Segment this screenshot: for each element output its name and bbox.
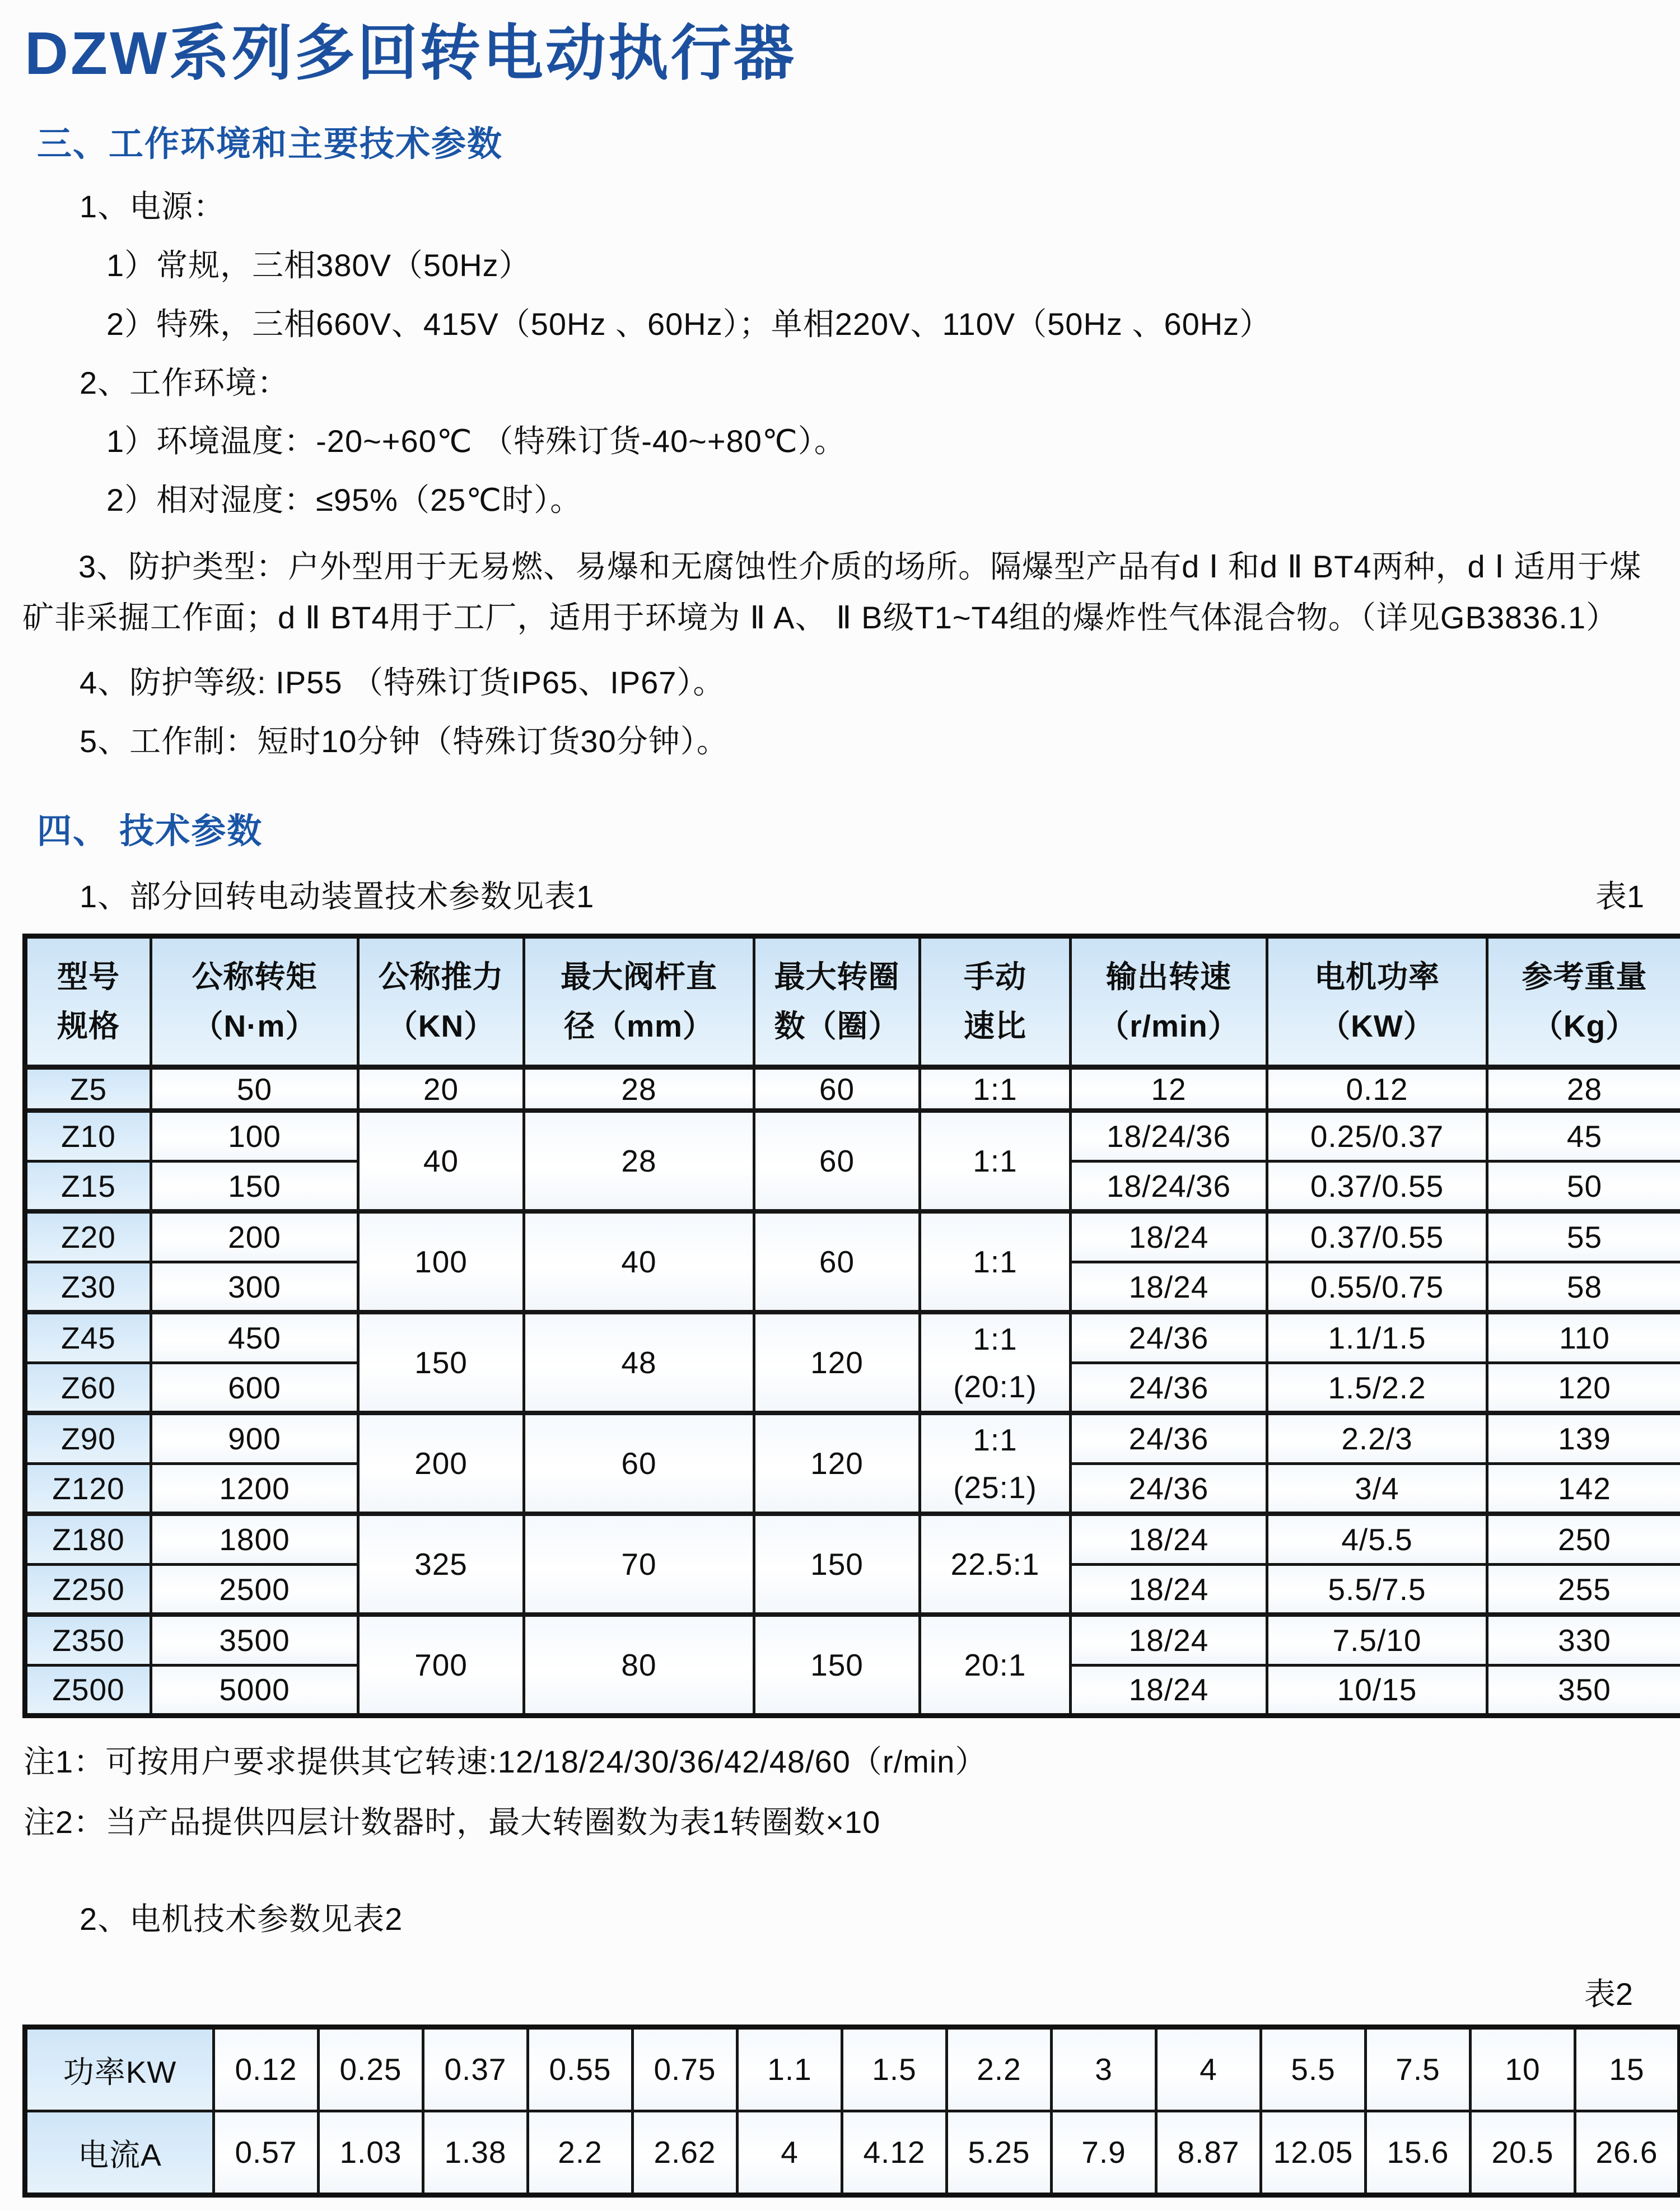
column-header-thrust	[358, 936, 524, 1067]
row-label: Z30	[25, 1262, 151, 1312]
ratio-line: 1:1	[921, 1416, 1069, 1463]
row-label: Z350	[25, 1615, 151, 1665]
table-cell: 200	[358, 1413, 524, 1514]
table-cell: 350	[1487, 1665, 1680, 1715]
row-label: Z60	[25, 1363, 151, 1413]
list-item-power-normal: 1）常规，三相380V（50Hz）	[106, 248, 1658, 283]
table-cell: 24/36	[1071, 1413, 1267, 1463]
table-row-z10	[25, 1111, 1680, 1161]
table1-body	[25, 1067, 1680, 1715]
list-item-temperature: 1）环境温度：-20~+60℃ （特殊订货-40~+80℃）。	[106, 424, 1658, 459]
table-cell: 255	[1487, 1564, 1680, 1615]
table-cell: 1.1	[738, 2027, 842, 2111]
table-cell: 4	[738, 2111, 842, 2195]
table-cell: 24/36	[1071, 1312, 1267, 1363]
header-line: 电机功率	[1268, 952, 1486, 1001]
row-label: Z250	[25, 1564, 151, 1615]
list-item-duty-cycle: 5、工作制：短时10分钟（特殊订货30分钟）。	[80, 724, 1658, 759]
header-line: （KN）	[360, 1001, 522, 1051]
table-header-row	[25, 936, 1680, 1067]
header-line: 参考重量	[1488, 952, 1680, 1001]
header-line: 公称转矩	[152, 952, 357, 1001]
table-cell: 1:1	[920, 1067, 1071, 1111]
table2-label: 表2	[11, 1970, 1633, 2014]
table-cell: 2.62	[633, 2111, 738, 2195]
table-cell: 330	[1487, 1615, 1680, 1665]
table-cell: 139	[1487, 1413, 1680, 1463]
table1-note-1: 注1：可按用户要求提供其它转速:12/18/24/30/36/42/48/60（r/min）	[24, 1744, 1658, 1780]
table-cell: 3500	[151, 1615, 358, 1665]
table-cell: 8.87	[1156, 2111, 1261, 2195]
row-label: 功率KW	[25, 2027, 214, 2111]
table1-caption: 1、部分回转电动装置技术参数见表1	[80, 872, 594, 917]
table2-body	[25, 2027, 1680, 2195]
table-cell: 1.5	[842, 2027, 947, 2111]
table-cell: 22.5:1	[920, 1514, 1071, 1615]
table-cell: 0.25/0.37	[1267, 1111, 1487, 1161]
header-line: （KW）	[1268, 1001, 1486, 1051]
table-cell: 100	[151, 1111, 358, 1161]
list-item-protection-grade: 4、防护等级: IP55 （特殊订货IP65、IP67）。	[80, 665, 1658, 701]
column-header-manual-ratio	[920, 936, 1071, 1067]
header-line: 型号	[27, 952, 150, 1001]
row-label: Z180	[25, 1514, 151, 1564]
table-cell: 18/24/36	[1071, 1111, 1267, 1161]
table-cell: 18/24	[1071, 1615, 1267, 1665]
table-cell: 1:1	[920, 1211, 1071, 1312]
header-line: 手动	[921, 952, 1069, 1001]
table-cell: 60	[754, 1067, 920, 1111]
table-cell: 120	[1487, 1363, 1680, 1413]
table-cell: 40	[358, 1111, 524, 1211]
section-heading-technical-parameters: 四、 技术参数	[37, 813, 1669, 850]
header-line: 数（圈）	[755, 1001, 918, 1051]
table-cell: 0.57	[214, 2111, 319, 2195]
table-cell: 26.6	[1575, 2111, 1680, 2195]
table-cell: 18/24	[1071, 1211, 1267, 1262]
table-cell: 10	[1471, 2027, 1575, 2111]
table-cell: 142	[1487, 1463, 1680, 1514]
table-cell: 120	[754, 1413, 920, 1514]
table-cell: 0.12	[214, 2027, 319, 2111]
table-cell: 100	[358, 1211, 524, 1312]
table-cell: 4/5.5	[1267, 1514, 1487, 1564]
header-line: 速比	[921, 1001, 1069, 1051]
table-cell: 150	[754, 1514, 920, 1615]
table-cell: 150	[358, 1312, 524, 1413]
section-heading-working-environment: 三、工作环境和主要技术参数	[37, 126, 1669, 162]
table-cell: 18/24/36	[1071, 1161, 1267, 1211]
header-line: （N·m）	[152, 1001, 357, 1051]
table-cell: 48	[524, 1312, 754, 1413]
table-cell: 0.55/0.75	[1267, 1262, 1487, 1312]
table-cell: 900	[151, 1413, 358, 1463]
table-cell: 1.1/1.5	[1267, 1312, 1487, 1363]
table-cell: 1.03	[319, 2111, 423, 2195]
table-cell: 18/24	[1071, 1514, 1267, 1564]
table-cell: 300	[151, 1262, 358, 1312]
table-cell: 3	[1052, 2027, 1156, 2111]
table-cell: 58	[1487, 1262, 1680, 1312]
table-cell: 200	[151, 1211, 358, 1262]
table-cell-ratio	[920, 1413, 1071, 1514]
table-cell: 45	[1487, 1111, 1680, 1161]
table-cell: 7.5	[1366, 2027, 1471, 2111]
row-label: Z20	[25, 1211, 151, 1262]
table-cell: 24/36	[1071, 1463, 1267, 1514]
table-cell: 50	[151, 1067, 358, 1111]
column-header-max-turns	[754, 936, 920, 1067]
table-cell: 15	[1575, 2027, 1680, 2111]
ratio-stack	[921, 1315, 1069, 1410]
table-row-z5	[25, 1067, 1680, 1111]
table-cell: 18/24	[1071, 1262, 1267, 1312]
table-cell: 20.5	[1471, 2111, 1575, 2195]
table-row-current	[25, 2111, 1680, 2195]
table-cell: 0.37	[423, 2027, 528, 2111]
table-cell: 18/24	[1071, 1564, 1267, 1615]
table-cell: 28	[1487, 1067, 1680, 1111]
table-cell: 2.2	[528, 2111, 633, 2195]
table-cell: 2500	[151, 1564, 358, 1615]
table-cell: 250	[1487, 1514, 1680, 1564]
list-item-power: 1、电源：	[80, 189, 1658, 225]
row-label: Z500	[25, 1665, 151, 1715]
table-cell: 28	[524, 1111, 754, 1211]
ratio-line: 1:1	[921, 1315, 1069, 1363]
table-row-z180	[25, 1514, 1680, 1564]
table-cell: 5000	[151, 1665, 358, 1715]
table-cell: 20	[358, 1067, 524, 1111]
table-cell: 1.5/2.2	[1267, 1363, 1487, 1413]
table-cell: 1.38	[423, 2111, 528, 2195]
header-line: 最大转圈	[755, 952, 918, 1001]
table-cell: 55	[1487, 1211, 1680, 1262]
table-cell: 0.75	[633, 2027, 738, 2111]
row-label: Z120	[25, 1463, 151, 1514]
table-cell: 18/24	[1071, 1665, 1267, 1715]
table1-header	[25, 936, 1680, 1067]
column-header-ref-weight	[1487, 936, 1680, 1067]
table1-label: 表1	[1595, 872, 1644, 917]
table-cell: 24/36	[1071, 1363, 1267, 1413]
table-cell: 70	[524, 1514, 754, 1615]
table-cell: 12	[1071, 1067, 1267, 1111]
row-label: Z10	[25, 1111, 151, 1161]
page-title: DZW系列多回转电动执行器	[25, 21, 1669, 85]
ratio-line: (25:1)	[921, 1463, 1069, 1511]
column-header-output-speed	[1071, 936, 1267, 1067]
table-cell: 110	[1487, 1312, 1680, 1363]
table1-caption-row	[80, 872, 1644, 917]
table-cell: 60	[754, 1211, 920, 1312]
table-cell: 600	[151, 1363, 358, 1413]
table-row-z45	[25, 1312, 1680, 1363]
row-label: Z15	[25, 1161, 151, 1211]
table-cell: 5.5/7.5	[1267, 1564, 1487, 1615]
table-cell: 1:1	[920, 1111, 1071, 1211]
table-cell: 700	[358, 1615, 524, 1715]
table-row-z90	[25, 1413, 1680, 1463]
row-label: Z45	[25, 1312, 151, 1363]
header-line: 最大阀杆直	[525, 952, 753, 1001]
table-cell: 7.5/10	[1267, 1615, 1487, 1665]
table-cell: 12.05	[1261, 2111, 1366, 2195]
table-cell: 10/15	[1267, 1665, 1487, 1715]
row-label: Z90	[25, 1413, 151, 1463]
technical-parameters-table	[22, 934, 1680, 1718]
table-cell: 20:1	[920, 1615, 1071, 1715]
table-row-z350	[25, 1615, 1680, 1665]
table-cell: 0.37/0.55	[1267, 1211, 1487, 1262]
table-cell: 5.5	[1261, 2027, 1366, 2111]
table-cell: 5.25	[947, 2111, 1052, 2195]
row-label: Z5	[25, 1067, 151, 1111]
table-cell: 120	[754, 1312, 920, 1413]
table-cell: 0.55	[528, 2027, 633, 2111]
table-cell: 2.2/3	[1267, 1413, 1487, 1463]
table-cell: 450	[151, 1312, 358, 1363]
column-header-motor-power	[1267, 936, 1487, 1067]
table1-note-2: 注2：当产品提供四层计数器时，最大转圈数为表1转圈数×10	[24, 1804, 1658, 1840]
table-cell: 4	[1156, 2027, 1261, 2111]
header-line: 输出转速	[1072, 952, 1266, 1001]
table-cell: 80	[524, 1615, 754, 1715]
column-header-torque	[151, 936, 358, 1067]
column-header-stem-diameter	[524, 936, 754, 1067]
motor-parameters-table	[22, 2025, 1680, 2198]
table-row-z20	[25, 1211, 1680, 1262]
table-cell: 50	[1487, 1161, 1680, 1211]
column-header-model	[25, 936, 151, 1067]
table-cell: 7.9	[1052, 2111, 1156, 2195]
header-line: （Kg）	[1488, 1001, 1680, 1051]
table-cell: 1200	[151, 1463, 358, 1514]
table-cell: 28	[524, 1067, 754, 1111]
ratio-line: (20:1)	[921, 1363, 1069, 1410]
table-cell: 40	[524, 1211, 754, 1312]
table-cell: 0.25	[319, 2027, 423, 2111]
table-cell: 0.37/0.55	[1267, 1161, 1487, 1211]
header-line: 规格	[27, 1001, 150, 1051]
header-line: 径（mm）	[525, 1001, 753, 1051]
table-cell: 60	[524, 1413, 754, 1514]
table-cell: 4.12	[842, 2111, 947, 2195]
table-cell: 2.2	[947, 2027, 1052, 2111]
table-cell: 3/4	[1267, 1463, 1487, 1514]
header-line: （r/min）	[1072, 1001, 1266, 1051]
table-cell: 0.12	[1267, 1067, 1487, 1111]
table-cell: 325	[358, 1514, 524, 1615]
ratio-stack	[921, 1416, 1069, 1511]
table-cell: 150	[151, 1161, 358, 1211]
table-cell: 15.6	[1366, 2111, 1471, 2195]
row-label: 电流A	[25, 2111, 214, 2195]
paragraph-protection-type: 3、防护类型：户外型用于无易燃、易爆和无腐蚀性介质的场所。隔爆型产品有d Ⅰ 和d Ⅱ BT4两种，d Ⅰ 适用于煤矿非采掘工作面；d Ⅱ BT4用于工厂，适用于环境为 Ⅱ A、 Ⅱ B级T1~T4组的爆炸性气体混合物。（详见GB3836.1）	[22, 542, 1658, 643]
list-item-humidity: 2）相对湿度：≤95%（25℃时）。	[106, 483, 1658, 518]
list-item-power-special: 2）特殊，三相660V、415V（50Hz 、60Hz）；单相220V、110V（50Hz 、60Hz）	[106, 307, 1658, 342]
table2-caption: 2、电机技术参数见表2	[80, 1895, 1658, 1939]
table-cell: 60	[754, 1111, 920, 1211]
table-row-power	[25, 2027, 1680, 2111]
table-cell-ratio	[920, 1312, 1071, 1413]
list-item-environment: 2、工作环境：	[80, 366, 1658, 401]
table-cell: 1800	[151, 1514, 358, 1564]
table-cell: 150	[754, 1615, 920, 1715]
header-line: 公称推力	[360, 952, 522, 1001]
